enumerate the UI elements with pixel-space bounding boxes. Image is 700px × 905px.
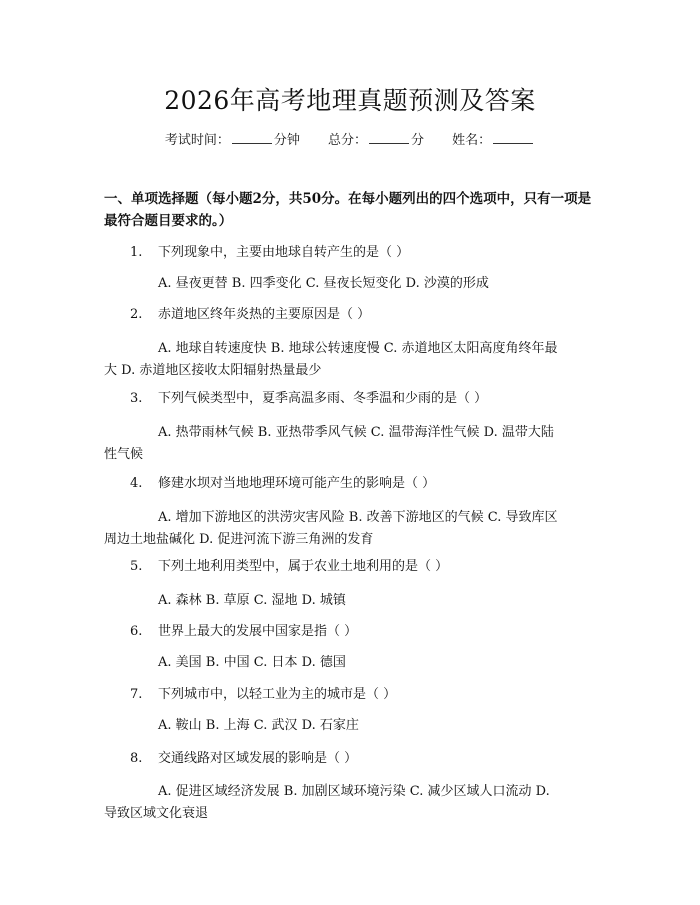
exam-time-unit: 分钟 [273, 133, 300, 148]
student-name-blank [493, 131, 533, 144]
exam-time-field [165, 131, 300, 151]
question-text: 交通线路对区域发展的影响是（ ） [158, 751, 358, 766]
options-line-continued: 性气候 [104, 447, 144, 462]
question-text: 下列城市中，以轻工业为主的城市是（ ） [158, 687, 397, 702]
student-name-field [452, 131, 535, 151]
question-text: 下列气候类型中，夏季高温多雨、冬季温和少雨的是（ ） [158, 391, 488, 406]
options-line: A. 增加下游地区的洪涝灾害风险 B. 改善下游地区的气候 C. 导致库区 [158, 510, 558, 525]
question-number: 2. [130, 307, 143, 322]
question-number: 5. [130, 559, 143, 574]
total-score-field [328, 131, 424, 151]
options-line-continued: 导致区域文化衰退 [104, 806, 209, 821]
total-score-blank [369, 131, 409, 144]
question-number: 8. [130, 751, 143, 766]
options-line: A. 地球自转速度快 B. 地球公转速度慢 C. 赤道地区太阳高度角终年最 [158, 341, 558, 356]
exam-time-label: 考试时间： [164, 133, 230, 148]
student-name-label: 姓名： [452, 133, 492, 148]
options-line: A. 昼夜更替 B. 四季变化 C. 昼夜长短变化 D. 沙漠的形成 [158, 276, 489, 291]
options-line: A. 促进区域经济发展 B. 加剧区域环境污染 C. 减少区域人口流动 D. [158, 784, 550, 799]
question-text: 修建水坝对当地地理环境可能产生的影响是（ ） [158, 476, 436, 491]
question-number: 4. [130, 476, 143, 491]
options-line-continued: 周边土地盐碱化 D. 促进河流下游三角洲的发育 [104, 532, 374, 547]
options-line: A. 热带雨林气候 B. 亚热带季风气候 C. 温带海洋性气候 D. 温带大陆 [158, 425, 554, 440]
question-text: 赤道地区终年炎热的主要原因是（ ） [158, 307, 371, 322]
page-title: 2026年高考地理真题预测及答案 [164, 86, 536, 115]
question-number: 6. [130, 624, 143, 639]
options-line: A. 鞍山 B. 上海 C. 武汉 D. 石家庄 [158, 718, 359, 733]
question-text: 下列现象中，主要由地球自转产生的是（ ） [158, 245, 410, 260]
question-text: 世界上最大的发展中国家是指（ ） [158, 624, 358, 639]
options-line-continued: 大 D. 赤道地区接收太阳辐射热量最少 [104, 363, 322, 378]
options-line: A. 美国 B. 中国 C. 日本 D. 德国 [158, 655, 346, 670]
question-number: 3. [130, 391, 143, 406]
question-text: 下列土地利用类型中，属于农业土地利用的是（ ） [158, 559, 449, 574]
exam-time-blank [232, 131, 272, 144]
total-score-unit: 分 [411, 133, 425, 148]
question-number: 7. [130, 687, 143, 702]
section-header: 一、单项选择题（每小题2分，共50分。在每小题列出的四个选项中，只有一项是最符合题目要求的。） [104, 191, 592, 229]
total-score-label: 总分： [327, 133, 367, 148]
options-line: A. 森林 B. 草原 C. 湿地 D. 城镇 [158, 593, 346, 608]
exam-meta-line [0, 131, 700, 151]
question-number: 1. [130, 245, 143, 260]
